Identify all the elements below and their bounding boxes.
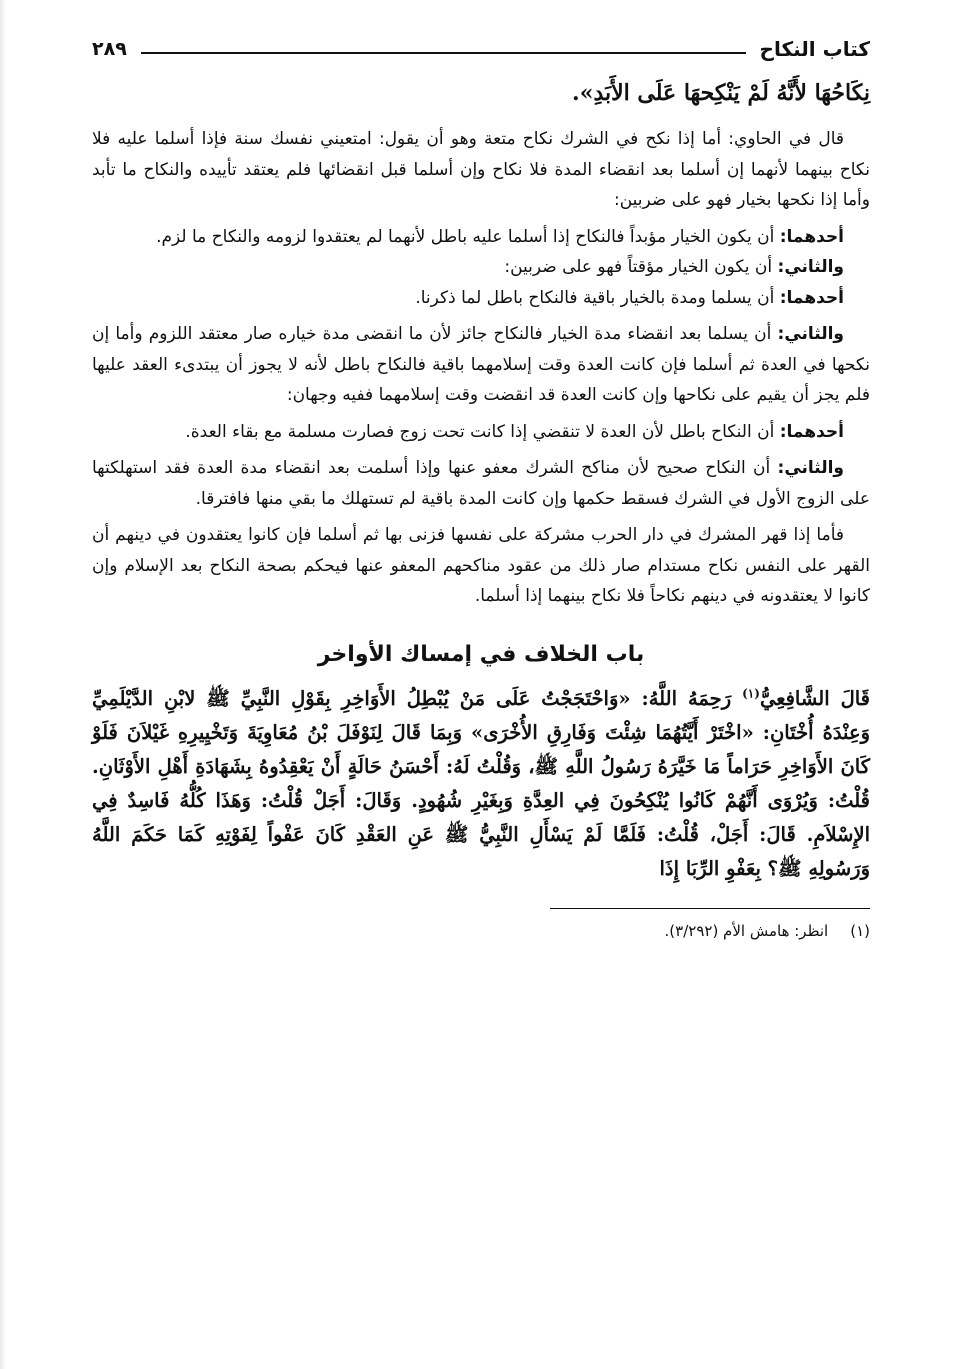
paragraph-coercion — [92, 520, 870, 612]
header-rule — [141, 52, 746, 54]
paragraph-sub-second — [92, 319, 870, 411]
paragraph-lead: أحدهما: — [779, 421, 844, 442]
paragraph-text: أن يكون الخيار مؤقتاً فهو على ضربين: — [504, 257, 778, 277]
paragraph-text: أن النكاح باطل لأن العدة لا تنقضي إذا كانت تحت زوج فصارت مسلمة مع بقاء العدة. — [185, 421, 780, 442]
paragraph-lead: أحدهما: — [779, 226, 844, 247]
paragraph-text: أن يسلما بعد انقضاء مدة الخيار فالنكاح جائز لأن ما انقضى مدة خياره صار معتقد اللزوم وأما إن نكحها في العدة ثم أسلما فإن كانت العدة وقت إسلامهما باقية فالنكاح باطل لأنه لا يجوز أن يبتدىء العقد عليها فلم يجز أن يقيم على نكاحها وإن كانت العدة قد انقضت وقت إسلامهما ففيه وجهان: — [92, 324, 870, 405]
paragraph-opinion-one — [92, 417, 870, 448]
paragraph-lead: والثاني: — [777, 324, 844, 344]
paragraph-first-case — [92, 222, 870, 253]
paragraph-text: قال في الحاوي: أما إذا نكح في الشرك نكاح متعة وهو أن يقول: امتعيني نفسك سنة فإذا أسلما عليه فلا نكاح بينهما لأنهما إن أسلما بعد انقضاء المدة فلا نكاح وإن أسلما قبل انقضائها فلم يعتقد تأييده والنكاح ما تأبد وأما إذا نكحها بخيار فهو على ضربين: — [92, 129, 870, 210]
paragraph-lead: أحدهما: — [779, 287, 844, 308]
quote-opening: قَالَ الشَّافِعِيُّ — [759, 686, 870, 710]
paragraph-text: أن يكون الخيار مؤبداً فالنكاح إذا أسلما عليه باطل لأنهما لم يعتقدوا لزومه والنكاح ما لزم. — [156, 226, 780, 247]
footnote-text: انظر: هامش الأم (٣/٢٩٢). — [664, 921, 829, 940]
page-number: ٢٨٩ — [92, 38, 127, 60]
chapter-title: كتاب النكاح — [759, 37, 870, 61]
paragraph-second-case — [92, 252, 870, 283]
section-heading: باب الخلاف في إمساك الأواخر — [317, 641, 645, 667]
footnote-number: (١) — [850, 921, 870, 940]
paragraph-lead: والثاني: — [777, 458, 844, 478]
paragraph-opinion-two — [92, 453, 870, 514]
paragraph-text: فأما إذا قهر المشرك في دار الحرب مشركة على نفسها فزنى بها ثم أسلما فإن كانوا يعتقدون في دينهم أن القهر على النفس نكاح مستدام صار ذلك من عقود مناكحهم المعفو عنها فيحكم بصحة النكاح بعد الإسلام وإن كانوا لا يعتقدونه في دينهم نكاحاً فلا نكاح بينهما إذا أسلما. — [92, 525, 870, 606]
book-page — [92, 32, 870, 943]
paragraph-lead: والثاني: — [777, 257, 844, 277]
scan-edge — [0, 0, 6, 1369]
footnote — [92, 919, 870, 943]
footnote-marker[interactable]: (١) — [742, 686, 760, 700]
quote-body: رَحِمَهُ اللَّهُ: «وَاحْتَجَجْتُ عَلَى مَنْ يُبْطِلُ الأَوَاخِرِ بِقَوْلِ النَّبِيِّ ﷺ لابْنِ الدَّيْلَمِيِّ وَعِنْدَهُ أُخْتَانِ: «اخْتَرْ أَيَّتُهُمَا شِئْتَ وَفَارِقِ الأُخْرَى» وَبِمَا قَالَ لِنَوْفَلَ بْنُ مُعَاوِيَةَ وَتَخْيِيرِهِ غَيْلاَنَ فَلَوْ كَانَ الأَوَاخِرِ حَرَاماً مَا خَيَّرَهُ رَسُولُ اللَّهِ ﷺ، وَقُلْتُ لَهُ: أَحْسَنُ حَالَةٍ أَنْ يَعْقِدُوهُ بِشَهَادَةِ أَهْلِ الأَوْثَانِ. قُلْتُ: وَيُرْوَى أَنَّهُمْ كَانُوا يُنْكِحُونَ فِي العِدَّةِ وَبِغَيْرِ شُهُودٍ. وَقَالَ: أَجَلْ قُلْتُ: وَهَذَا كُلُّهُ فَاسِدٌ فِي الإِسْلاَمِ. قَالَ: أَجَلْ، قُلْتُ: فَلَمَّا لَمْ يَسْأَلِ النَّبِيُّ ﷺ عَنِ العَقْدِ كَانَ عَفْواً لِفَوْتِهِ كَمَا حَكَمَ اللَّهُ وَرَسُولِهِ ﷺ؟ بِعَفْوِ الرِّبَا إِذَا — [92, 686, 870, 880]
running-header — [92, 32, 870, 66]
paragraph-text: أن يسلما ومدة بالخيار باقية فالنكاح باطل لما ذكرنا. — [415, 287, 780, 308]
footnote-rule — [550, 908, 870, 909]
paragraph-text: أن النكاح صحيح لأن مناكح الشرك معفو عنها وإذا أسلمت بعد انقضاء مدة العدة فقد استهلكتها على الزوج الأول في الشرك فسقط حكمها وإن كانت المدة باقية لم تستهلك ما بقي منها فافترقا. — [92, 458, 870, 509]
shafii-quote — [92, 682, 870, 886]
paragraph-hawi — [92, 124, 870, 216]
continued-quote: نِكَاحُهَا لأَنَّهُ لَمْ يَنْكِحهَا عَلَى الأَبَدِ». — [572, 80, 870, 106]
paragraph-sub-first — [92, 283, 870, 314]
